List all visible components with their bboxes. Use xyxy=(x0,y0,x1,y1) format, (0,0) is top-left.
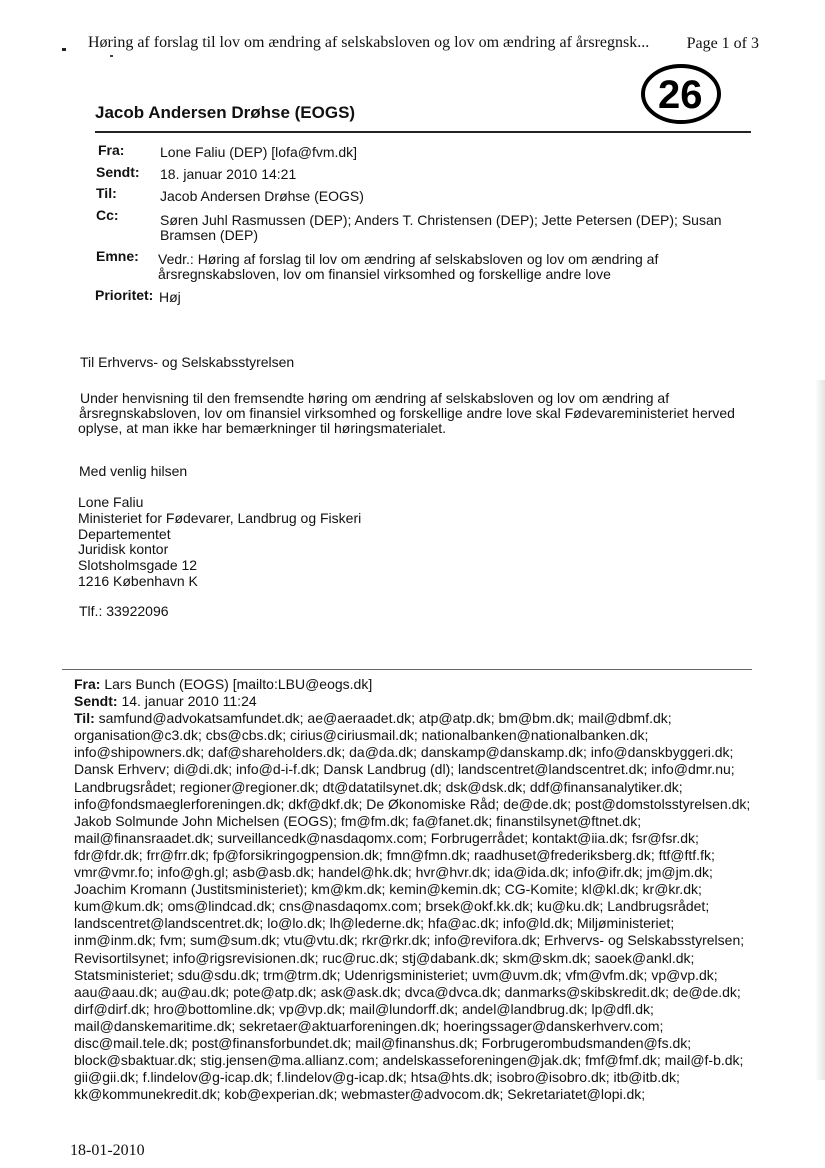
recipient-line: Jakob Solmunde John Michelsen (EOGS); fm@fm.dk; fa@fanet.dk; finanstilsynet@ftnet.dk; xyxy=(74,812,642,829)
recipient-name-title: Jacob Andersen Drøhse (EOGS) xyxy=(95,103,356,122)
page-number: Page 1 of 3 xyxy=(686,35,759,52)
recipient-line: fdr@fdr.dk; frr@frr.dk; fp@forsikringogpension.dk; fmn@fmn.dk; raadhuset@frederiksberg.dk; ftf@ftf.fk; xyxy=(74,846,715,863)
forward-divider xyxy=(62,669,752,670)
recipient-line: info@fondsmaeglerforeningen.dk; dkf@dkf.dk; De Økonomiske Råd; de@de.dk; post@domstolsstyrelsen.dk; xyxy=(74,795,751,812)
signature-line: Lone Faliu xyxy=(78,494,144,510)
forwarded-from-label: Fra: xyxy=(74,676,101,692)
recipient-line: kum@kum.dk; oms@lindcad.dk; cns@nasdaqomx.com; brsek@okf.kk.dk; ku@ku.dk; Landbrugsrådet; xyxy=(74,898,710,915)
phone: Tlf.: 33922096 xyxy=(79,603,169,619)
recipient-line: aau@aau.dk; au@au.dk; pote@atp.dk; ask@ask.dk; dvca@dvca.dk; danmarks@skibskredit.dk; de@de.dk; xyxy=(74,983,741,1000)
recipient-line: info@shipowners.dk; daf@shareholders.dk; da@da.dk; danskamp@danskamp.dk; info@danskbyggeri.dk; xyxy=(74,744,734,761)
priority-label: Prioritet: xyxy=(95,287,154,303)
paragraph-line: oplyse, at man ikke har bemærkninger til høringsmaterialet. xyxy=(78,420,447,436)
scan-mark xyxy=(110,55,113,57)
recipient-line: Statsministeriet; sdu@sdu.dk; trm@trm.dk; Udenrigsministeriet; uvm@uvm.dk; vfm@vfm.dk; vp@vp.dk; xyxy=(74,966,718,983)
subject-value-line2: årsregnskabsloven, lov om finansiel virksomhed og forskellige andre love xyxy=(158,266,611,282)
scan-mark xyxy=(62,48,66,51)
recipient-line: organisation@c3.dk; cbs@cbs.dk; cirius@ciriusmail.dk; nationalbanken@nationalbanken.dk; xyxy=(74,727,649,744)
sent-label: Sendt: xyxy=(96,164,140,180)
scan-edge-shadow xyxy=(815,380,825,1080)
salutation: Til Erhvervs- og Selskabsstyrelsen xyxy=(80,354,295,370)
paragraph-line: Under henvisning til den fremsendte høring om ændring af selskabsloven og lov om ændring af xyxy=(80,390,670,406)
cc-value-line1: Søren Juhl Rasmussen (DEP); Anders T. Christensen (DEP); Jette Petersen (DEP); Susan xyxy=(160,212,722,228)
cc-value-line2: Bramsen (DEP) xyxy=(160,227,259,243)
footer-date: 18-01-2010 xyxy=(70,1142,145,1159)
recipient-line: Joachim Kromann (Justitsministeriet); km@km.dk; kemin@kemin.dk; CG-Komite; kl@kl.dk; kr@kr.dk; xyxy=(74,881,702,898)
forwarded-to-row xyxy=(74,710,774,727)
recipient-line: dirf@dirf.dk; hro@bottomline.dk; vp@vp.dk; mail@lundorff.dk; andel@landbrug.dk; lp@dfl.dk; xyxy=(74,1000,654,1017)
handwritten-number-stamp xyxy=(640,62,722,126)
signature-line: 1216 København K xyxy=(78,573,198,589)
from-label: Fra: xyxy=(98,142,125,158)
forwarded-sent-value: 14. januar 2010 11:24 xyxy=(121,693,257,710)
forwarded-from-value: Lars Bunch (EOGS) [mailto:LBU@eogs.dk] xyxy=(104,676,373,692)
closing: Med venlig hilsen xyxy=(79,463,188,479)
recipient-line: vmr@vmr.fo; info@gh.gl; asb@asb.dk; handel@hk.dk; hvr@hvr.dk; ida@ida.dk; info@ifr.dk; jm@jm.dk; xyxy=(74,864,713,881)
forwarded-to-label: Til: xyxy=(74,710,95,727)
to-label: Til: xyxy=(96,185,117,201)
recipient-line: gii@gii.dk; f.lindelov@g-icap.dk; f.lindelov@g-icap.dk; htsa@hts.dk; isobro@isobro.dk; itb@itb.dk; xyxy=(74,1069,680,1086)
recipient-line: disc@mail.tele.dk; post@finansforbundet.dk; mail@finanshus.dk; Forbrugerombudsmanden@fs.dk; xyxy=(74,1034,692,1051)
forwarded-from-row xyxy=(74,676,774,693)
recipient-line: Revisortilsynet; info@rigsrevisionen.dk; ruc@ruc.dk; stj@dabank.dk; skm@skm.dk; saoek@ankl.dk; xyxy=(74,949,695,966)
forwarded-message xyxy=(74,676,774,1103)
recipient-line: Dansk Erhverv; di@di.dk; info@d-i-f.dk; Dansk Landbrug (dl); landscentret@landscentret.dk; info@dmr.nu; xyxy=(74,761,735,778)
cc-label: Cc: xyxy=(96,207,119,223)
signature-line: Departementet xyxy=(78,526,171,542)
forwarded-to-value: samfund@advokatsamfundet.dk; ae@aeraadet.dk; atp@atp.dk; bm@bm.dk; mail@dbmf.dk; xyxy=(98,710,672,727)
subject-label: Emne: xyxy=(96,248,139,264)
from-value: Lone Faliu (DEP) [lofa@fvm.dk] xyxy=(160,144,358,160)
recipient-line: Landbrugsrådet; regioner@regioner.dk; dt@datatilsynet.dk; dsk@dsk.dk; ddf@finansanalytiker.dk; xyxy=(74,778,683,795)
to-value: Jacob Andersen Drøhse (EOGS) xyxy=(160,188,364,204)
signature-line: Juridisk kontor xyxy=(78,541,169,557)
forwarded-sent-row xyxy=(74,693,774,710)
recipient-line: landscentret@landscentret.dk; lo@lo.dk; lh@lederne.dk; hfa@ac.dk; info@ld.dk; Miljøministeriet; xyxy=(74,915,675,932)
recipient-line: mail@finansraadet.dk; surveillancedk@nasdaqomx.com; Forbrugerrådet; kontakt@iia.dk; fsr@fsr.dk; xyxy=(74,829,699,846)
paragraph-line: årsregnskabsloven, lov om finansiel virksomhed og forskellige andre love skal Fødevareministeriet herved xyxy=(79,405,735,421)
recipient-line: block@sbaktuar.dk; stig.jensen@ma.allianz.com; andelskasseforeningen@jak.dk; fmf@fmf.dk; mail@f-b.dk; xyxy=(74,1052,744,1069)
forwarded-recipient-list xyxy=(74,727,774,1103)
header-divider xyxy=(95,131,751,133)
priority-value: Høj xyxy=(159,289,181,305)
forwarded-sent-label: Sendt: xyxy=(74,693,118,710)
stamp-number: 26 xyxy=(658,73,703,117)
signature-line: Slotsholmsgade 12 xyxy=(78,557,198,573)
page-header-title: Høring af forslag til lov om ændring af selskabsloven og lov om ændring af årsregnsk... xyxy=(88,34,650,51)
sent-value: 18. januar 2010 14:21 xyxy=(160,166,297,182)
subject-value-line1: Vedr.: Høring af forslag til lov om ændring af selskabsloven og lov om ændring af xyxy=(158,251,659,267)
recipient-line: mail@danskemaritime.dk; sekretaer@aktuarforeningen.dk; hoeringssager@danskerhverv.com; xyxy=(74,1017,664,1034)
recipient-line: inm@inm.dk; fvm; sum@sum.dk; vtu@vtu.dk; rkr@rkr.dk; info@revifora.dk; Erhvervs- og Selskabsstyrelsen; xyxy=(74,932,745,949)
recipient-line: kk@kommunekredit.dk; kob@experian.dk; webmaster@advocom.dk; Sekretariatet@lopi.dk; xyxy=(74,1086,646,1103)
signature-line: Ministeriet for Fødevarer, Landbrug og Fiskeri xyxy=(78,510,362,526)
